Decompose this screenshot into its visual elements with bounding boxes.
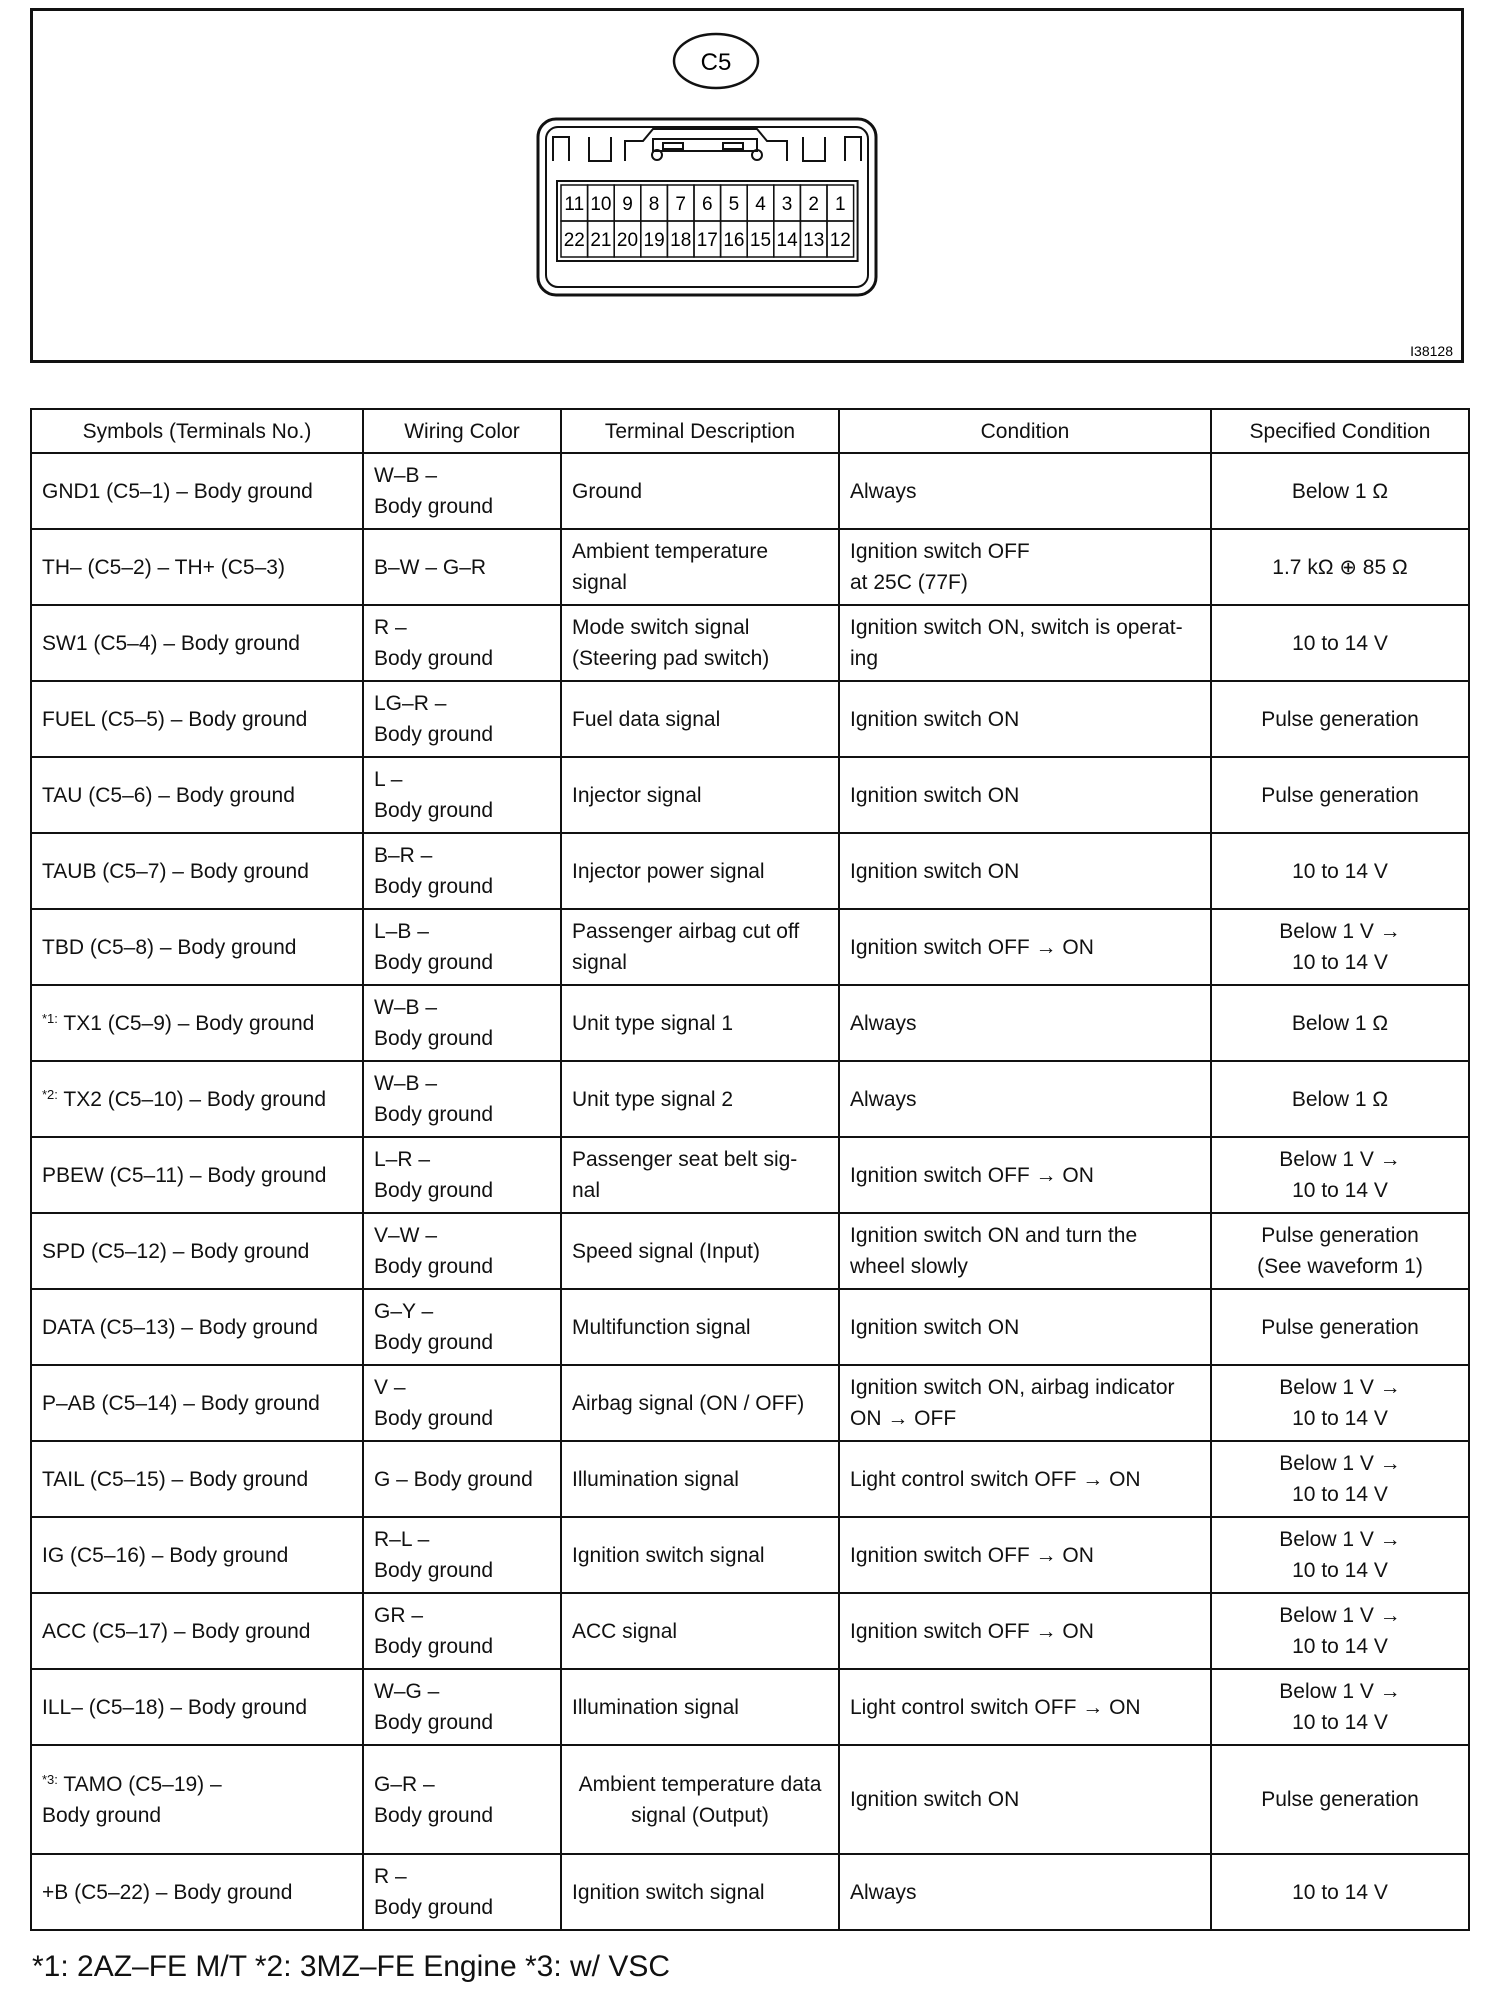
- cell-wiring-color: L–B – Body ground: [363, 909, 561, 985]
- cell-symbol: [31, 529, 363, 605]
- cell-wiring-color: B–W – G–R: [363, 529, 561, 605]
- symbol-text: TAUB (C5–7) – Body ground: [42, 859, 309, 883]
- symbol-text: TBD (C5–8) – Body ground: [42, 935, 297, 959]
- connector-drawing: [33, 11, 1467, 366]
- cell-terminal-description: Illumination signal: [561, 1441, 839, 1517]
- cell-condition: Always: [839, 1854, 1211, 1930]
- pin-number: 5: [728, 194, 740, 215]
- connector-diagram: [30, 8, 1464, 363]
- table-row: [31, 1137, 1469, 1213]
- cell-wiring-color: W–G – Body ground: [363, 1669, 561, 1745]
- pin-number: 9: [622, 194, 633, 215]
- cell-wiring-color: G–R – Body ground: [363, 1745, 561, 1854]
- footnote-mark: *1:: [42, 1010, 58, 1026]
- header-wiring-color: Wiring Color: [363, 409, 561, 453]
- pin-number: 2: [808, 194, 819, 215]
- table-row: [31, 1365, 1469, 1441]
- cell-condition: Ignition switch OFF → ON: [839, 909, 1211, 985]
- cell-specified-condition: 10 to 14 V: [1211, 833, 1469, 909]
- cell-specified-condition: 1.7 kΩ ⊕ 85 Ω: [1211, 529, 1469, 605]
- cell-terminal-description: Airbag signal (ON / OFF): [561, 1365, 839, 1441]
- cell-symbol: [31, 1517, 363, 1593]
- symbol-text: TH– (C5–2) – TH+ (C5–3): [42, 555, 285, 579]
- symbol-text: IG (C5–16) – Body ground: [42, 1543, 289, 1567]
- cell-condition: Ignition switch ON, airbag indicator ON → OFF: [839, 1365, 1211, 1441]
- table-body: [31, 453, 1469, 1930]
- cell-condition: Ignition switch OFF → ON: [839, 1517, 1211, 1593]
- symbol-text: +B (C5–22) – Body ground: [42, 1880, 293, 1904]
- cell-condition: Always: [839, 1061, 1211, 1137]
- pin-number: 6: [702, 194, 713, 215]
- header-specified-condition: Specified Condition: [1211, 409, 1469, 453]
- cell-terminal-description: ACC signal: [561, 1593, 839, 1669]
- cell-specified-condition: 10 to 14 V: [1211, 1854, 1469, 1930]
- cell-symbol: [31, 985, 363, 1061]
- cell-symbol: [31, 1061, 363, 1137]
- cell-wiring-color: LG–R – Body ground: [363, 681, 561, 757]
- table-row: [31, 909, 1469, 985]
- symbol-text: SPD (C5–12) – Body ground: [42, 1239, 310, 1263]
- cell-wiring-color: G–Y – Body ground: [363, 1289, 561, 1365]
- cell-specified-condition: Pulse generation: [1211, 1289, 1469, 1365]
- cell-condition: Always: [839, 985, 1211, 1061]
- cell-terminal-description: Ambient temperature data signal (Output): [561, 1745, 839, 1854]
- cell-specified-condition: Below 1 V → 10 to 14 V: [1211, 909, 1469, 985]
- symbol-text: GND1 (C5–1) – Body ground: [42, 479, 313, 503]
- cell-symbol: [31, 1593, 363, 1669]
- cell-symbol: [31, 1213, 363, 1289]
- pin-number: 4: [755, 194, 766, 215]
- cell-condition: Light control switch OFF → ON: [839, 1441, 1211, 1517]
- cell-specified-condition: Below 1 V → 10 to 14 V: [1211, 1365, 1469, 1441]
- cell-condition: Ignition switch OFF → ON: [839, 1593, 1211, 1669]
- cell-wiring-color: B–R – Body ground: [363, 833, 561, 909]
- pin-number: 20: [616, 230, 639, 251]
- pin-number: 15: [749, 230, 772, 251]
- symbol-text: FUEL (C5–5) – Body ground: [42, 707, 308, 731]
- cell-wiring-color: W–B – Body ground: [363, 1061, 561, 1137]
- cell-specified-condition: Below 1 V → 10 to 14 V: [1211, 1517, 1469, 1593]
- cell-wiring-color: V–W – Body ground: [363, 1213, 561, 1289]
- cell-wiring-color: L–R – Body ground: [363, 1137, 561, 1213]
- symbol-text: PBEW (C5–11) – Body ground: [42, 1163, 327, 1187]
- figure-id: I38128: [1410, 343, 1453, 359]
- cell-symbol: [31, 681, 363, 757]
- pin-number: 19: [643, 230, 665, 251]
- pin-number: 12: [829, 230, 851, 251]
- cell-specified-condition: Pulse generation: [1211, 1745, 1469, 1854]
- cell-terminal-description: Passenger seat belt sig- nal: [561, 1137, 839, 1213]
- connector-pin-grid: [557, 181, 858, 261]
- cell-specified-condition: Below 1 V → 10 to 14 V: [1211, 1441, 1469, 1517]
- table-row: [31, 1854, 1469, 1930]
- cell-terminal-description: Multifunction signal: [561, 1289, 839, 1365]
- table-row: [31, 1669, 1469, 1745]
- cell-terminal-description: Ignition switch signal: [561, 1854, 839, 1930]
- cell-condition: Ignition switch ON, switch is operat- ing: [839, 605, 1211, 681]
- table-row: [31, 529, 1469, 605]
- pin-number: 11: [564, 194, 585, 215]
- table-row: [31, 1213, 1469, 1289]
- pin-number: 21: [590, 230, 612, 251]
- cell-symbol: [31, 453, 363, 529]
- cell-terminal-description: Injector power signal: [561, 833, 839, 909]
- symbol-text: TAMO (C5–19) – Body ground: [42, 1772, 222, 1827]
- pin-number: 10: [590, 194, 612, 215]
- cell-terminal-description: Passenger airbag cut off signal: [561, 909, 839, 985]
- table-row: [31, 1593, 1469, 1669]
- table-row: [31, 453, 1469, 529]
- connector-lock-tabs: [553, 129, 861, 161]
- symbol-text: ILL– (C5–18) – Body ground: [42, 1695, 308, 1719]
- cell-symbol: [31, 1441, 363, 1517]
- cell-specified-condition: Below 1 V → 10 to 14 V: [1211, 1137, 1469, 1213]
- table-row: [31, 1061, 1469, 1137]
- header-terminal-description: Terminal Description: [561, 409, 839, 453]
- cell-terminal-description: Ground: [561, 453, 839, 529]
- cell-wiring-color: G – Body ground: [363, 1441, 561, 1517]
- symbol-text: SW1 (C5–4) – Body ground: [42, 631, 300, 655]
- cell-condition: Ignition switch ON: [839, 757, 1211, 833]
- footnote: *1: 2AZ–FE M/T *2: 3MZ–FE Engine *3: w/ VSC: [32, 1950, 671, 1983]
- cell-symbol: [31, 909, 363, 985]
- symbol-text: TX2 (C5–10) – Body ground: [57, 1087, 327, 1111]
- pin-number: 1: [835, 194, 846, 215]
- cell-specified-condition: Pulse generation: [1211, 757, 1469, 833]
- connector-label: C5: [700, 49, 732, 76]
- cell-symbol: [31, 1669, 363, 1745]
- cell-condition: Ignition switch ON: [839, 833, 1211, 909]
- pin-number: 17: [696, 230, 718, 251]
- cell-condition: Ignition switch OFF at 25C (77F): [839, 529, 1211, 605]
- cell-terminal-description: Fuel data signal: [561, 681, 839, 757]
- cell-terminal-description: Unit type signal 2: [561, 1061, 839, 1137]
- symbol-text: ACC (C5–17) – Body ground: [42, 1619, 311, 1643]
- cell-wiring-color: L – Body ground: [363, 757, 561, 833]
- cell-specified-condition: Below 1 V → 10 to 14 V: [1211, 1593, 1469, 1669]
- cell-condition: Always: [839, 453, 1211, 529]
- cell-terminal-description: Illumination signal: [561, 1669, 839, 1745]
- pin-number: 22: [563, 230, 585, 251]
- pin-number: 7: [675, 194, 686, 215]
- cell-wiring-color: R – Body ground: [363, 605, 561, 681]
- cell-terminal-description: Ignition switch signal: [561, 1517, 839, 1593]
- symbol-text: TX1 (C5–9) – Body ground: [57, 1011, 315, 1035]
- cell-terminal-description: Mode switch signal (Steering pad switch): [561, 605, 839, 681]
- cell-condition: Ignition switch ON: [839, 1289, 1211, 1365]
- pin-number: 13: [803, 230, 825, 251]
- cell-symbol: [31, 1854, 363, 1930]
- table-row: [31, 1517, 1469, 1593]
- cell-terminal-description: Ambient temperature signal: [561, 529, 839, 605]
- footnote-mark: *3:: [42, 1771, 58, 1787]
- cell-symbol: [31, 1289, 363, 1365]
- cell-wiring-color: V – Body ground: [363, 1365, 561, 1441]
- cell-wiring-color: R – Body ground: [363, 1854, 561, 1930]
- cell-symbol: [31, 1137, 363, 1213]
- table-row: [31, 1745, 1469, 1854]
- table-row: [31, 757, 1469, 833]
- cell-condition: Ignition switch ON: [839, 681, 1211, 757]
- cell-condition: Light control switch OFF → ON: [839, 1669, 1211, 1745]
- symbol-text: TAU (C5–6) – Body ground: [42, 783, 295, 807]
- cell-wiring-color: R–L – Body ground: [363, 1517, 561, 1593]
- cell-symbol: [31, 1745, 363, 1854]
- cell-condition: Ignition switch OFF → ON: [839, 1137, 1211, 1213]
- footnote-mark: *2:: [42, 1086, 58, 1102]
- cell-terminal-description: Unit type signal 1: [561, 985, 839, 1061]
- header-symbols: Symbols (Terminals No.): [31, 409, 363, 453]
- table-row: [31, 681, 1469, 757]
- cell-specified-condition: Pulse generation (See waveform 1): [1211, 1213, 1469, 1289]
- table-row: [31, 833, 1469, 909]
- symbol-text: TAIL (C5–15) – Body ground: [42, 1467, 309, 1491]
- cell-condition: Ignition switch ON: [839, 1745, 1211, 1854]
- header-condition: Condition: [839, 409, 1211, 453]
- cell-specified-condition: Below 1 V → 10 to 14 V: [1211, 1669, 1469, 1745]
- table-row: [31, 1289, 1469, 1365]
- table-row: [31, 985, 1469, 1061]
- table-header-row: [31, 409, 1469, 453]
- cell-specified-condition: Pulse generation: [1211, 681, 1469, 757]
- cell-condition: Ignition switch ON and turn the wheel slowly: [839, 1213, 1211, 1289]
- cell-wiring-color: W–B – Body ground: [363, 453, 561, 529]
- symbol-text: P–AB (C5–14) – Body ground: [42, 1391, 320, 1415]
- cell-specified-condition: Below 1 Ω: [1211, 453, 1469, 529]
- symbol-text: DATA (C5–13) – Body ground: [42, 1315, 318, 1339]
- table-row: [31, 605, 1469, 681]
- pin-number: 3: [781, 194, 793, 215]
- table-row: [31, 1441, 1469, 1517]
- cell-symbol: [31, 605, 363, 681]
- pin-number: 18: [670, 230, 692, 251]
- cell-symbol: [31, 833, 363, 909]
- cell-terminal-description: Speed signal (Input): [561, 1213, 839, 1289]
- cell-specified-condition: Below 1 Ω: [1211, 1061, 1469, 1137]
- cell-terminal-description: Injector signal: [561, 757, 839, 833]
- cell-wiring-color: GR – Body ground: [363, 1593, 561, 1669]
- pin-number: 8: [648, 194, 660, 215]
- cell-specified-condition: 10 to 14 V: [1211, 605, 1469, 681]
- cell-symbol: [31, 757, 363, 833]
- pin-number: 16: [723, 230, 745, 251]
- pin-number: 14: [776, 230, 798, 251]
- terminal-spec-table: [30, 408, 1470, 1931]
- cell-specified-condition: Below 1 Ω: [1211, 985, 1469, 1061]
- cell-wiring-color: W–B – Body ground: [363, 985, 561, 1061]
- cell-symbol: [31, 1365, 363, 1441]
